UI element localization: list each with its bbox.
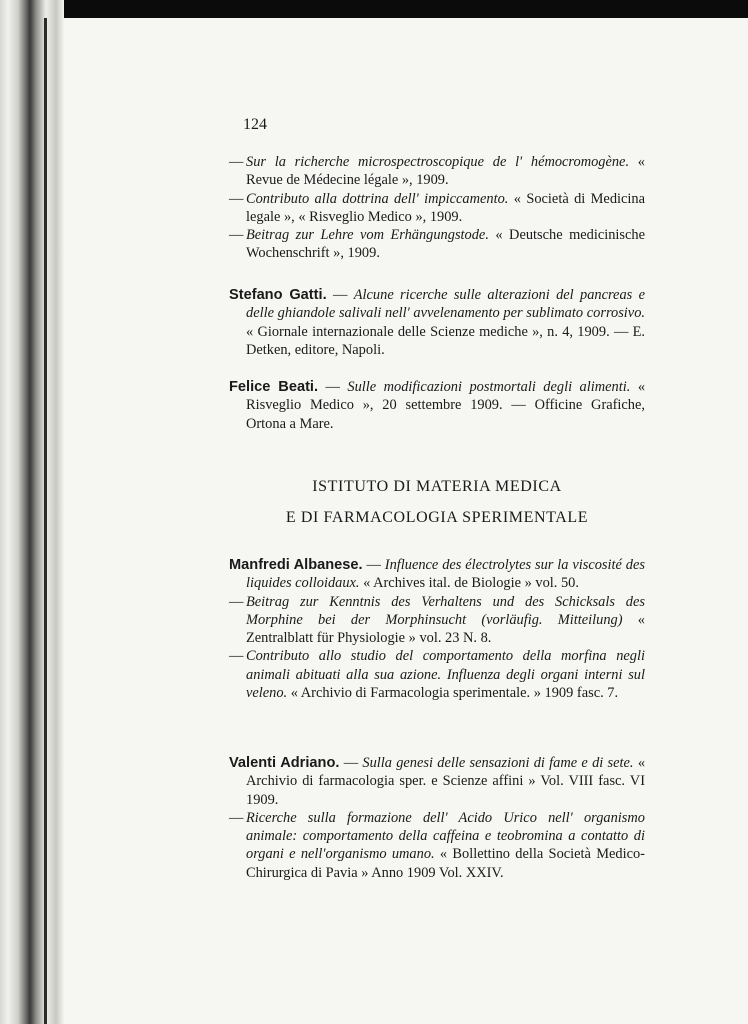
work-title: Sur la richerche microspectroscopique de l' hémocromogène. — [246, 154, 630, 170]
author-name: Felice Beati. — [229, 379, 319, 395]
author-block-beati — [229, 378, 645, 433]
publication-info: « Archivio di Farmacologia sperimentale. » 1909 fasc. 7. — [290, 685, 619, 702]
author-name: Manfredi Albanese. — [229, 557, 363, 573]
bibliography-entry: — Sur la richerche microspectroscopique de l' hémocromogène. « Revue de Médecine légale », 1909. — [229, 154, 645, 189]
author-name: Stefano Gatti. — [229, 287, 327, 303]
author-block-gatti — [229, 286, 645, 359]
publication-info: « Risveglio Medico », 20 settembre 1909. — Officine Grafiche, Ortona a Mare. — [246, 379, 646, 432]
bibliography-entry: Felice Beati. — Sulle modificazioni postmortali degli alimenti. « Risveglio Medico », 20 settembre 1909. — Officine Grafiche, Ortona a Mare. — [229, 379, 646, 432]
publication-info: « Archives ital. de Biologie » vol. 50. — [363, 575, 579, 592]
work-title: Ricerche sulla formazione dell' Acido Urico nell' organismo animale: comportamento della caffeina e teobromina a contatto di organi e nell'organismo umano. — [246, 809, 645, 863]
bibliography-entry: Manfredi Albanese. — Influence des électrolytes sur la viscosité des liquides colloidaux. « Archives ital. de Biologie » vol. 50. — [229, 557, 645, 592]
publication-info: « Giornale internazionale delle Scienze mediche », n. 4, 1909. — E. Detken, editore, Napoli. — [246, 323, 645, 358]
publication-info: « Zentralblatt für Physiologie » vol. 23 N. 8. — [246, 611, 645, 647]
work-title: Contributo alla dottrina dell' impiccamento. — [246, 190, 509, 207]
work-title: Sulla genesi delle sensazioni di fame e di sete. — [362, 755, 634, 771]
work-title: Alcune ricerche sulle alterazioni del pancreas e delle ghiandole salivali nell' avvelenamento per sublimato corrosivo. — [246, 287, 645, 322]
publication-info: « Revue de Médecine légale », 1909. — [246, 154, 645, 189]
bibliography-entry: — Beitrag zur Kenntnis des Verhaltens und des Schicksals des Morphine bei der Morphinsucht (vorläufig. Mitteilung) « Zentralblatt für Physiologie » vol. 23 N. 8. — [229, 593, 645, 647]
section-heading-line1: ISTITUTO DI MATERIA MEDICA — [312, 478, 562, 495]
bibliography-entry: Stefano Gatti. — Alcune ricerche sulle alterazioni del pancreas e delle ghiandole salivali nell' avvelenamento per sublimato corrosivo. « Giornale internazionale delle Scienze mediche », n. 4, 1909. — E. Detken, editore, Napoli. — [229, 287, 645, 358]
work-title: Sulle modificazioni postmortali degli alimenti. — [347, 379, 631, 395]
bibliography-entry: — Contributo alla dottrina dell' impiccamento. « Società di Medicina legale », « Risveglio Medico », 1909. — [229, 190, 645, 225]
page-number: 124 — [243, 116, 267, 133]
publication-info: « Deutsche medicinische Wochenschrift », 1909. — [246, 227, 645, 262]
author-block-albanese — [229, 556, 645, 702]
bibliography-entry: — Beitrag zur Lehre vom Erhängungstode. « Deutsche medicinische Wochenschrift », 1909. — [229, 227, 645, 262]
work-title: Influence des électrolytes sur la viscosité des liquides colloidaux. — [246, 557, 645, 592]
bibliography-entry: — Contributo allo studio del comportamento della morfina negli animali abituati alla sua azione. Influenza degli organi interni sul veleno. « Archivio di Farmacologia sperimentale. » 1909 fasc. 7. — [229, 648, 645, 702]
section-heading-line2: E DI FARMACOLOGIA SPERIMENTALE — [285, 509, 589, 526]
bibliography-entry: — Ricerche sulla formazione dell' Acido Urico nell' organismo animale: comportamento della caffeina e teobromina a contatto di organi e nell'organismo umano. « Bollettino della Società Medico-Chirurgica di Pavia » Anno 1909 Vol. XXIV. — [229, 809, 645, 881]
work-title: Contributo allo studio del comportamento della morfina negli animali abituati alla sua azione. Influenza degli organi interni sul veleno. — [246, 648, 645, 702]
bibliography-entry: Valenti Adriano. — Sulla genesi delle sensazioni di fame e di sete. « Archivio di farmacologia sper. e Scienze affini » Vol. VIII fasc. VI 1909. — [229, 755, 646, 808]
publication-info: « Archivio di farmacologia sper. e Scienze affini » Vol. VIII fasc. VI 1909. — [246, 755, 646, 808]
work-title: Beitrag zur Lehre vom Erhängungstode. — [246, 227, 489, 244]
publication-info: « Bollettino della Società Medico-Chirurgica di Pavia » Anno 1909 Vol. XXIV. — [246, 846, 645, 881]
author-block-valenti — [229, 754, 645, 882]
author-name: Valenti Adriano. — [229, 755, 340, 771]
previous-author-works — [229, 153, 645, 263]
work-title: Beitrag zur Kenntnis des Verhaltens und des Schicksals des Morphine bei der Morphinsucht (vorläufig. Mitteilung) — [246, 593, 645, 628]
publication-info: « Società di Medicina legale », « Risveglio Medico », 1909. — [246, 190, 645, 225]
